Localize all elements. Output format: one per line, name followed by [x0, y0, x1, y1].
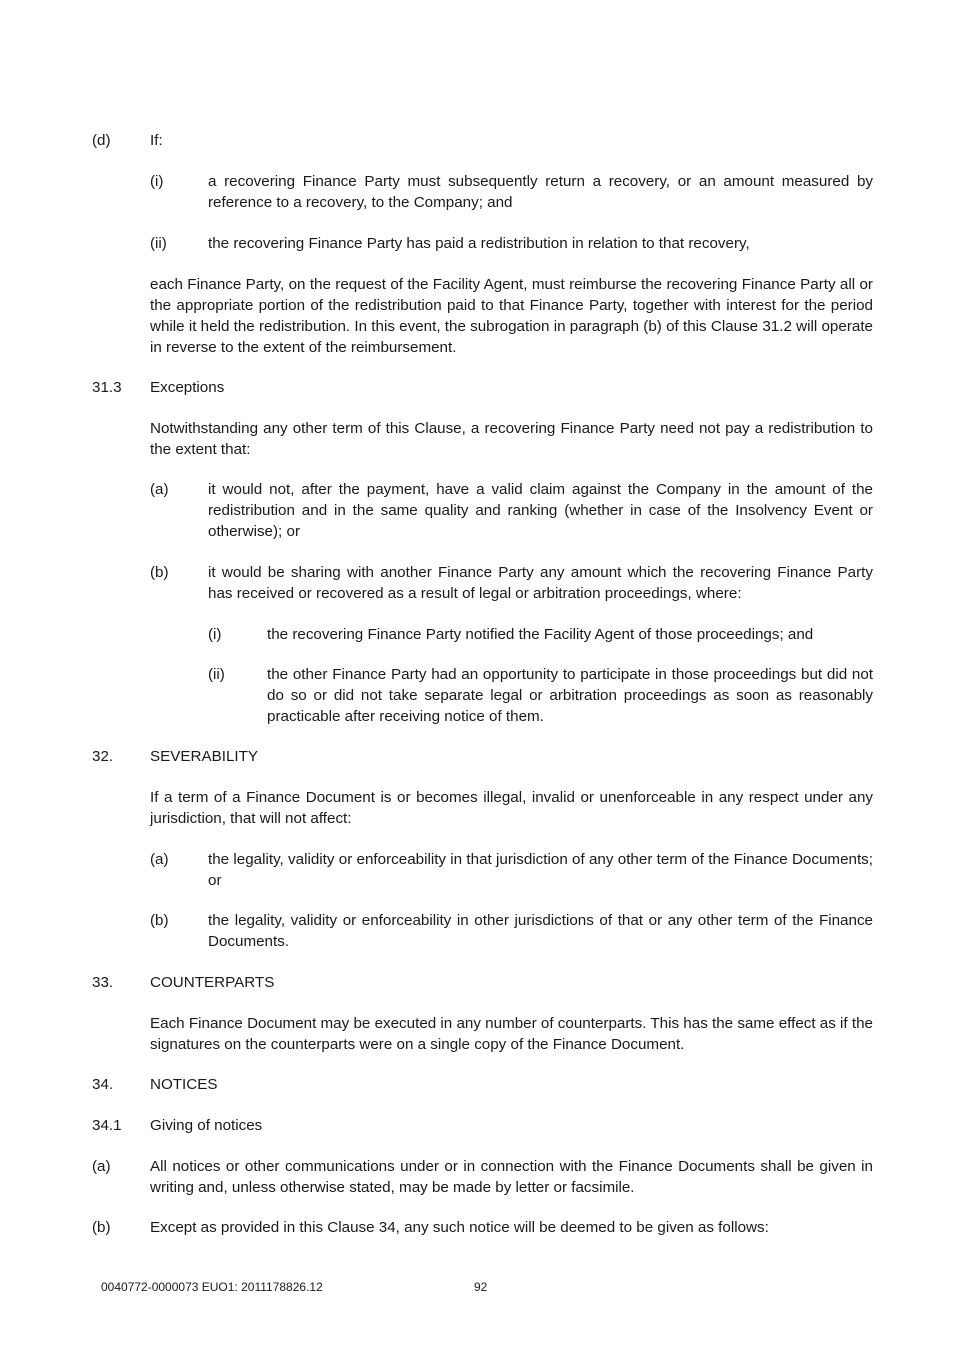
para-d-tail: each Finance Party, on the request of the Facility Agent, must reimburse the recovering Finance Party all or the appropriate portion of the redistribution paid to that Finance Party, together with interest for the period while it held the redistribution. In this event, the subrogation in paragraph (b) of this Clause 31.2 will operate in reverse to the extent of the reimbursement. — [150, 276, 873, 356]
clause-31-3-intro: Notwithstanding any other term of this Clause, a recovering Finance Party need not pay a redistribution to the extent that: — [150, 420, 873, 458]
para-d-label: (d) — [92, 132, 111, 149]
clause-31-3-a-label: (a) — [150, 481, 169, 498]
clause-31-3-b-i-label: (i) — [208, 626, 222, 643]
clause-34-1-number: 34.1 — [92, 1117, 122, 1134]
footer-page-number: 92 — [474, 1280, 488, 1294]
clause-34-1-b-text: Except as provided in this Clause 34, any such notice will be deemed to be given as follows: — [150, 1219, 769, 1236]
clause-34-number: 34. — [92, 1076, 114, 1093]
clause-34-1-heading: Giving of notices — [150, 1117, 263, 1134]
clause-31-3-b-ii-text: the other Finance Party had an opportunity to participate in those proceedings but did not do so or did not take separate legal or arbitration proceedings as soon as reasonably practicable after receiving notice of them. — [267, 666, 873, 725]
clause-31-3-b-i-text: the recovering Finance Party notified the Facility Agent of those proceedings; and — [267, 626, 814, 643]
clause-31-3-b-label: (b) — [150, 564, 169, 581]
clause-32-number: 32. — [92, 748, 114, 765]
clause-31-3-number: 31.3 — [92, 379, 122, 396]
para-d-i-label: (i) — [150, 173, 164, 190]
clause-31-3-b-text: it would be sharing with another Finance Party any amount which the recovering Finance Party has received or recovered as a result of legal or arbitration proceedings, where: — [208, 564, 873, 602]
para-d-i-text: a recovering Finance Party must subsequently return a recovery, or an amount measured by reference to a recovery, to the Company; and — [208, 173, 873, 211]
clause-32-b-text: the legality, validity or enforceability in other jurisdictions of that or any other term of the Finance Documents. — [208, 912, 873, 950]
para-d-ii-text: the recovering Finance Party has paid a redistribution in relation to that recovery, — [208, 235, 750, 252]
clause-32-a-text: the legality, validity or enforceability in that jurisdiction of any other term of the Finance Documents; or — [208, 851, 873, 889]
clause-31-3-a-text: it would not, after the payment, have a valid claim against the Company in the amount of the redistribution and in the same quality and ranking (whether in case of the Insolvency Event or otherwise); or — [208, 481, 873, 540]
clause-34-1-a-text: All notices or other communications under or in connection with the Finance Documents shall be given in writing and, unless otherwise stated, may be made by letter or facsimile. — [150, 1158, 873, 1196]
clause-31-3-heading: Exceptions — [150, 379, 225, 396]
clause-32-b-label: (b) — [150, 912, 169, 929]
para-d-intro: If: — [150, 132, 163, 149]
clause-34-1-b-label: (b) — [92, 1219, 111, 1236]
clause-33-text: Each Finance Document may be executed in any number of counterparts. This has the same effect as if the signatures on the counterparts were on a single copy of the Finance Document. — [150, 1015, 873, 1053]
clause-32-heading: SEVERABILITY — [150, 748, 259, 765]
footer-doc-ref: 0040772-0000073 EUO1: 2011178826.12 — [101, 1280, 323, 1294]
para-d-ii-label: (ii) — [150, 235, 167, 252]
clause-33-number: 33. — [92, 974, 114, 991]
clause-33-heading: COUNTERPARTS — [150, 974, 275, 991]
clause-34-heading: NOTICES — [150, 1076, 218, 1093]
clause-34-1-a-label: (a) — [92, 1158, 111, 1175]
clause-31-3-b-ii-label: (ii) — [208, 666, 225, 683]
clause-32-a-label: (a) — [150, 851, 169, 868]
clause-32-intro: If a term of a Finance Document is or becomes illegal, invalid or unenforceable in any respect under any jurisdiction, that will not affect: — [150, 789, 873, 827]
